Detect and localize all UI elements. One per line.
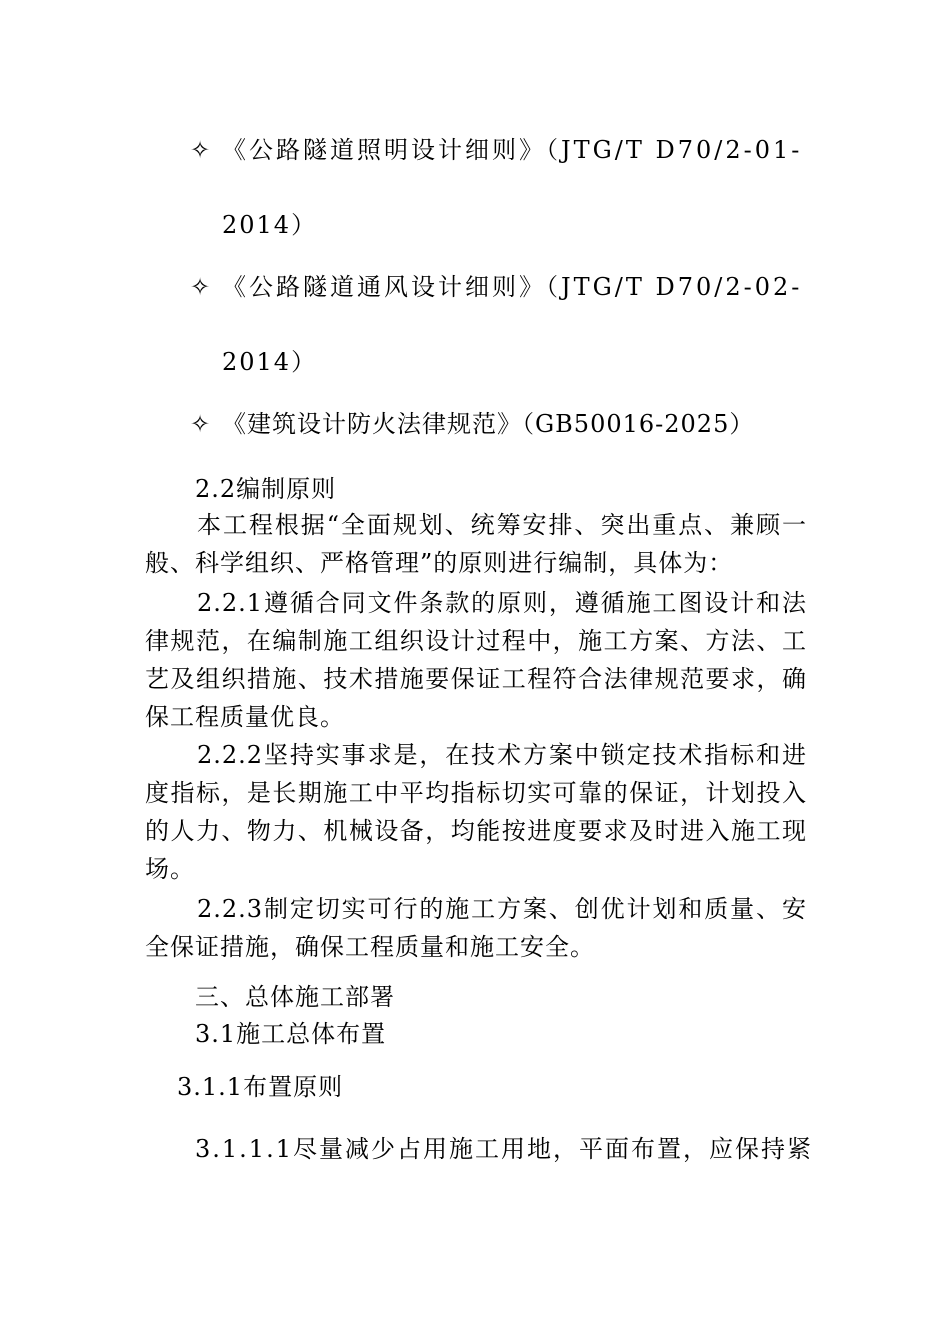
reference-item-1 — [190, 135, 810, 165]
paragraph-line: 度指标，是长期施工中平均指标切实可靠的保证，计划投入 — [145, 779, 807, 807]
paragraph-line: 保工程质量优良。 — [145, 703, 345, 731]
reference-item-3 — [190, 409, 810, 439]
section-heading-3-1-1: 3.1.1布置原则 — [177, 1073, 344, 1101]
section-heading-2-2: 2.2编制原则 — [195, 475, 337, 503]
paragraph-line: 2.2.1遵循合同文件条款的原则，遵循施工图设计和法 — [197, 589, 807, 617]
section-heading-3: 三、总体施工部署 — [195, 983, 395, 1011]
reference-item-2 — [190, 272, 810, 302]
paragraph-line: 的人力、物力、机械设备，均能按进度要求及时进入施工现 — [145, 817, 807, 845]
paragraph-line: 全保证措施，确保工程质量和施工安全。 — [145, 933, 595, 961]
reference-text: 《建筑设计防火法律规范》（GB50016-2025） — [222, 410, 755, 438]
paragraph-line: 2.2.2坚持实事求是，在技术方案中锁定技术指标和进 — [197, 741, 807, 769]
paragraph-line: 律规范，在编制施工组织设计过程中，施工方案、方法、工 — [145, 627, 807, 655]
paragraph-line: 般、科学组织、严格管理”的原则进行编制，具体为： — [145, 549, 734, 577]
paragraph-line: 3.1.1.1尽量减少占用施工用地，平面布置，应保持紧 — [195, 1135, 813, 1163]
reference-item-1-continuation: 2014） — [222, 211, 318, 239]
bullet-icon: ✧ — [190, 136, 214, 164]
paragraph-line: 艺及组织措施、技术措施要保证工程符合法律规范要求，确 — [145, 665, 807, 693]
reference-item-2-continuation: 2014） — [222, 348, 318, 376]
paragraph-line: 2.2.3制定切实可行的施工方案、创优计划和质量、安 — [197, 895, 807, 923]
paragraph-line: 场。 — [145, 855, 195, 883]
reference-text: 《公路隧道照明设计细则》（JTG/T D70/2-01- — [222, 136, 803, 164]
bullet-icon: ✧ — [190, 410, 212, 438]
reference-text: 《公路隧道通风设计细则》（JTG/T D70/2-02- — [222, 273, 803, 301]
bullet-icon: ✧ — [190, 273, 214, 301]
section-heading-3-1: 3.1施工总体布置 — [195, 1020, 387, 1048]
paragraph-line: 本工程根据“全面规划、统筹安排、突出重点、兼顾一 — [197, 511, 807, 539]
